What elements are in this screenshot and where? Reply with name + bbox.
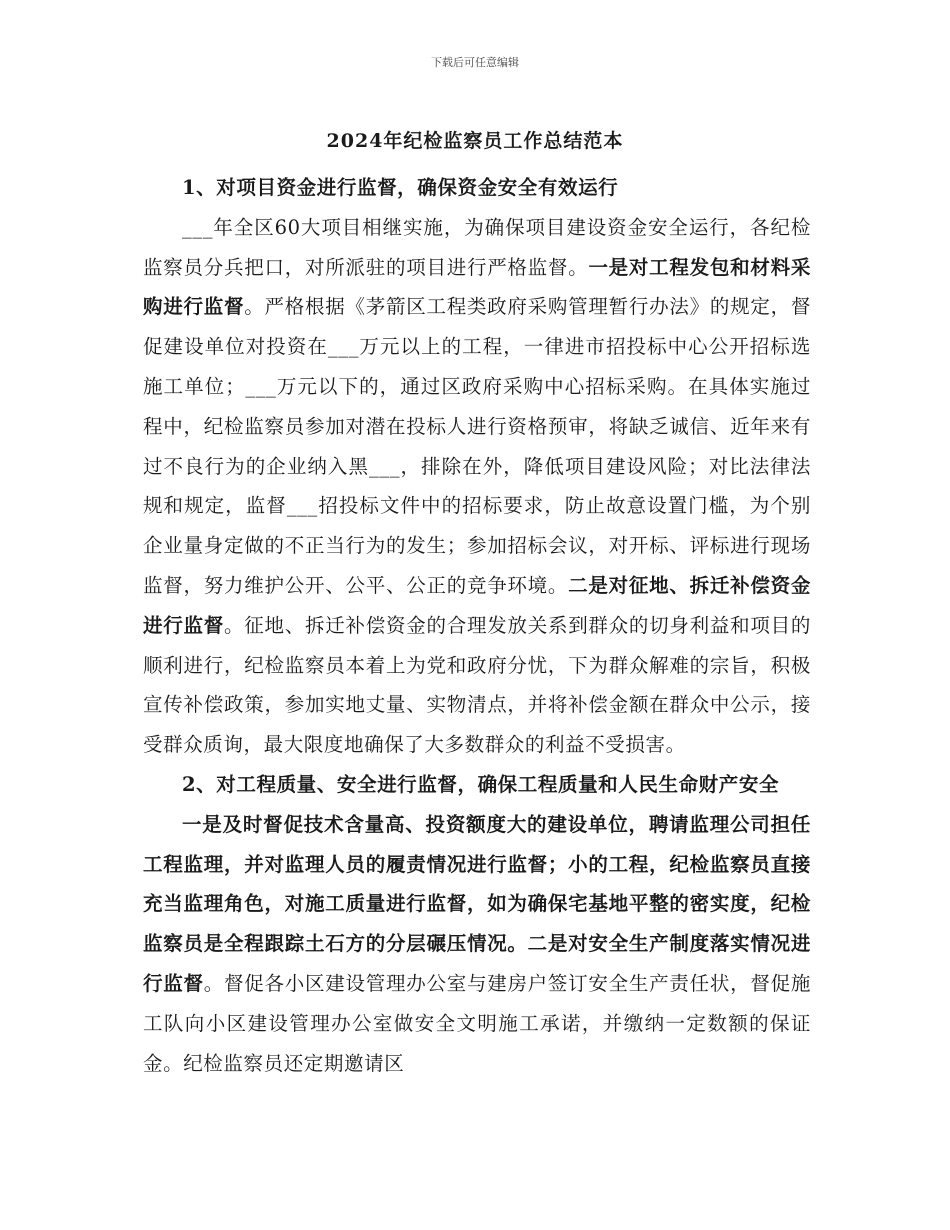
section-1-paragraph (143, 208, 811, 765)
section-1-heading: 1、对项目资金进行监督，确保资金安全有效运行 (182, 176, 619, 199)
document-title: 2024年纪检监察员工作总结范本 (326, 130, 624, 152)
paragraph-bold-text: 一是对工程发包和材料采购进行监督 (143, 255, 812, 319)
paragraph-text: 。征地、拆迁补偿资金的合理发放关系到群众的切身利益和项目的顺利进行，纪检监察员本着上为党和政府分忧，下为群众解难的宗旨，积极宣传补偿政策，参加实地丈量、实物清点，并将补偿金额在群众中公示，接受群众质询，最大限度地确保了大多数群众的利益不受损害。 (143, 613, 812, 757)
paragraph-text: 。督促各小区建设管理办公室与建房户签订安全生产责任状，督促施工队向小区建设管理办公室做安全文明施工承诺，并缴纳一定数额的保证金。纪检监察员还定期邀请区 (143, 971, 811, 1075)
paragraph-bold-text: 一是及时督促技术含量高、投资额度大的建设单位，聘请监理公司担任工程监理，并对监理人员的履责情况进行监督；小的工程，纪检监察员直接充当监理角色，对施工质量进行监督，如为确保宅基地平整的密实度，纪检监察员是全程跟踪土石方的分层碾压情况。二是对安全生产制度落实情况进行监督 (143, 812, 811, 995)
section-2-heading: 2、对工程质量、安全进行监督，确保工程质量和人民生命财产安全 (182, 772, 780, 796)
document-body (143, 168, 811, 1083)
paragraph-bold-text: 二是对征地、拆迁补偿资金进行监督 (143, 573, 811, 637)
paragraph-text: 。严格根据《茅箭区工程类政府采购管理暂行办法》的规定，督促建设单位对投资在___万元以上的工程，一律进市招投标中心公开招标选施工单位；___万元以下的，通过区政府采购中心招标采购。在具体实施过程中，纪检监察员参加对潜在投标人进行资格预审，将缺乏诚信、近年来有过不良行为的企业纳入黑___，排除在外，降低项目建设风险；对比法律法规和规定，监督___招投标文件中的招标要求，防止故意设置门槛，为个别企业量身定做的不正当行为的发生；参加招标会议，对开标、评标进行现场监督，努力维护公开、公平、公正的竞争环境。 (143, 295, 811, 597)
header-note: 下载后可任意编辑 (431, 56, 519, 69)
paragraph-text: ___年全区60大项目相继实施，为确保项目建设资金安全运行，各纪检监察员分兵把口，对所派驻的项目进行严格监督。 (143, 215, 811, 279)
section-2-paragraph (143, 805, 811, 1084)
